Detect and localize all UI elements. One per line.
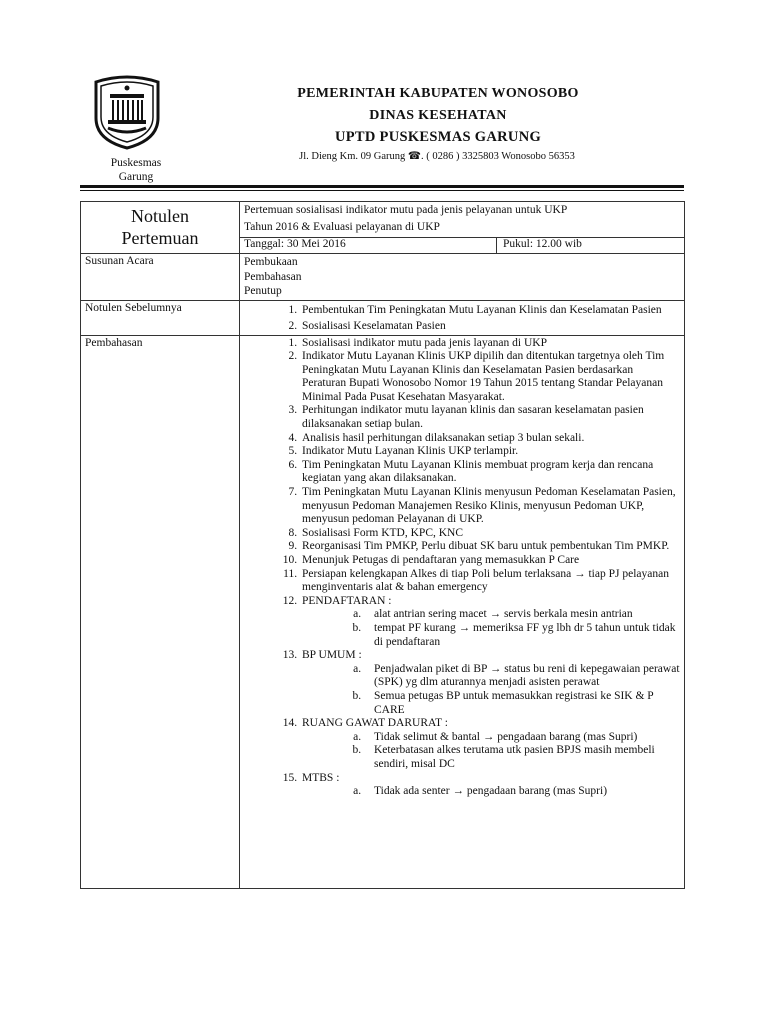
wonosobo-seal-icon bbox=[92, 74, 162, 150]
header-divider-thin bbox=[80, 190, 684, 191]
table-row-previous bbox=[81, 300, 685, 335]
sub-list-item: a. alat antrian sering macet → servis berkala mesin antrian bbox=[364, 608, 680, 622]
sub-list-item: b. Keterbatasan alkes terutama utk pasien BPJS masih membeli sendiri, misal DC bbox=[364, 744, 680, 771]
minutes-table bbox=[80, 201, 685, 889]
document-title-line1: Notulen bbox=[131, 206, 189, 226]
header-institution: UPTD PUSKESMAS GARUNG bbox=[334, 129, 542, 145]
list-item: Pembahasan bbox=[244, 270, 302, 283]
list-item: 1. Pembentukan Tim Peningkatan Mutu Layanan Klinis dan Keselamatan Pasien bbox=[300, 302, 680, 318]
list-item-bp-umum bbox=[300, 649, 680, 717]
agenda-list bbox=[240, 254, 685, 301]
sub-list-item: b. Semua petugas BP untuk memasukkan registrasi ke SIK & P CARE bbox=[364, 690, 680, 717]
document-title bbox=[81, 202, 240, 254]
logo-caption-line2: Garung bbox=[118, 171, 154, 183]
list-item-pendaftaran bbox=[300, 595, 680, 649]
sub-list-item: b. tempat PF kurang → memeriksa FF yg lbh dr 5 tahun untuk tidak di pendaftaran bbox=[364, 622, 680, 649]
document-title-line2: Pertemuan bbox=[121, 228, 199, 248]
table-row-discussion bbox=[81, 335, 685, 888]
meeting-subject bbox=[240, 202, 685, 238]
discussion-label: Pembahasan bbox=[81, 335, 240, 888]
list-item: 8. Sosialisasi Form KTD, KPC, KNC bbox=[300, 527, 680, 541]
meeting-date: Tanggal: 30 Mei 2016 bbox=[244, 238, 497, 253]
meeting-subject-line1: Pertemuan sosialisasi indikator mutu pada jenis pelayanan untuk UKP bbox=[244, 204, 568, 216]
discussion-list bbox=[240, 335, 685, 888]
table-row-agenda bbox=[81, 254, 685, 301]
list-item: 10. Menunjuk Petugas di pendaftaran yang memasukkan P Care bbox=[300, 554, 680, 568]
section-heading: PENDAFTARAN : bbox=[302, 594, 392, 607]
logo-caption-line1: Puskesmas bbox=[110, 157, 162, 169]
list-item: 3. Perhitungan indikator mutu layanan klinis dan sasaran keselamatan pasien dilaksanakan setiap bulan. bbox=[300, 404, 680, 431]
header-department: DINAS KESEHATAN bbox=[369, 108, 507, 123]
list-item: Pembukaan bbox=[244, 256, 298, 268]
list-item: 2. Sosialisasi Keselamatan Pasien bbox=[300, 318, 680, 334]
logo-caption bbox=[94, 156, 178, 184]
section-heading: BP UMUM : bbox=[302, 649, 362, 662]
list-item: 4. Analisis hasil perhitungan dilaksanakan setiap 3 bulan sekali. bbox=[300, 432, 680, 446]
list-item: 5. Indikator Mutu Layanan Klinis UKP terlampir. bbox=[300, 445, 680, 459]
sub-list-item: a. Penjadwalan piket di BP → status bu reni di kepegawaian perawat (SPK) yg dlm aturannya menjadi asisten perawat bbox=[364, 663, 680, 690]
section-heading: RUANG GAWAT DARURAT : bbox=[302, 717, 448, 730]
sub-list-item: a. Tidak ada senter → pengadaan barang (mas Supri) bbox=[364, 785, 680, 799]
list-item: 1. Sosialisasi indikator mutu pada jenis layanan di UKP bbox=[300, 337, 680, 351]
header-divider-thick bbox=[80, 185, 684, 188]
previous-list bbox=[240, 300, 685, 335]
list-item: 7. Tim Peningkatan Mutu Layanan Klinis menyusun Pedoman Keselamatan Pasien, menyusun Pedoman Manajemen Resiko Klinis, menyusun Pedoman UKP, menyusun pedoman Pelayanan di UKP. bbox=[300, 486, 680, 527]
header-government: PEMERINTAH KABUPATEN WONOSOBO bbox=[297, 86, 579, 101]
list-item: 11. Persiapan kelengkapan Alkes di tiap Poli belum terlaksana → tiap PJ pelayanan menginventaris alat & bahan emergency bbox=[300, 568, 680, 595]
list-item: 9. Reorganisasi Tim PMKP, Perlu dibuat SK baru untuk pembentukan Tim PMKP. bbox=[300, 540, 680, 554]
meeting-subject-line2: Tahun 2016 & Evaluasi pelayanan di UKP bbox=[244, 221, 440, 233]
list-item: Penutup bbox=[244, 285, 282, 297]
list-item: 6. Tim Peningkatan Mutu Layanan Klinis membuat program kerja dan rencana kegiatan yang akan dilaksanakan. bbox=[300, 459, 680, 486]
section-heading: MTBS : bbox=[302, 771, 340, 784]
agenda-label: Susunan Acara bbox=[81, 254, 240, 301]
list-item-mtbs bbox=[300, 772, 680, 799]
list-item: 2. Indikator Mutu Layanan Klinis UKP dipilih dan ditentukan targetnya oleh Tim Peningkatan Mutu Layanan Klinis dan Keselamatan Pasien berdasarkan Peraturan Bupati Wonosobo Nomor 19 Tahun 2015 tentang Standar Pelayanan Minimal Pada Pusat Kesehatan Masyarakat. bbox=[300, 350, 680, 404]
meeting-time: Pukul: 12.00 wib bbox=[503, 238, 582, 250]
table-row-title bbox=[81, 202, 685, 238]
header-address: Jl. Dieng Km. 09 Garung ☎. ( 0286 ) 3325803 Wonosobo 56353 bbox=[299, 151, 575, 162]
previous-label: Notulen Sebelumnya bbox=[81, 300, 240, 335]
list-item-gawat-darurat bbox=[300, 717, 680, 771]
sub-list-item: a. Tidak selimut & bantal → pengadaan barang (mas Supri) bbox=[364, 731, 680, 745]
